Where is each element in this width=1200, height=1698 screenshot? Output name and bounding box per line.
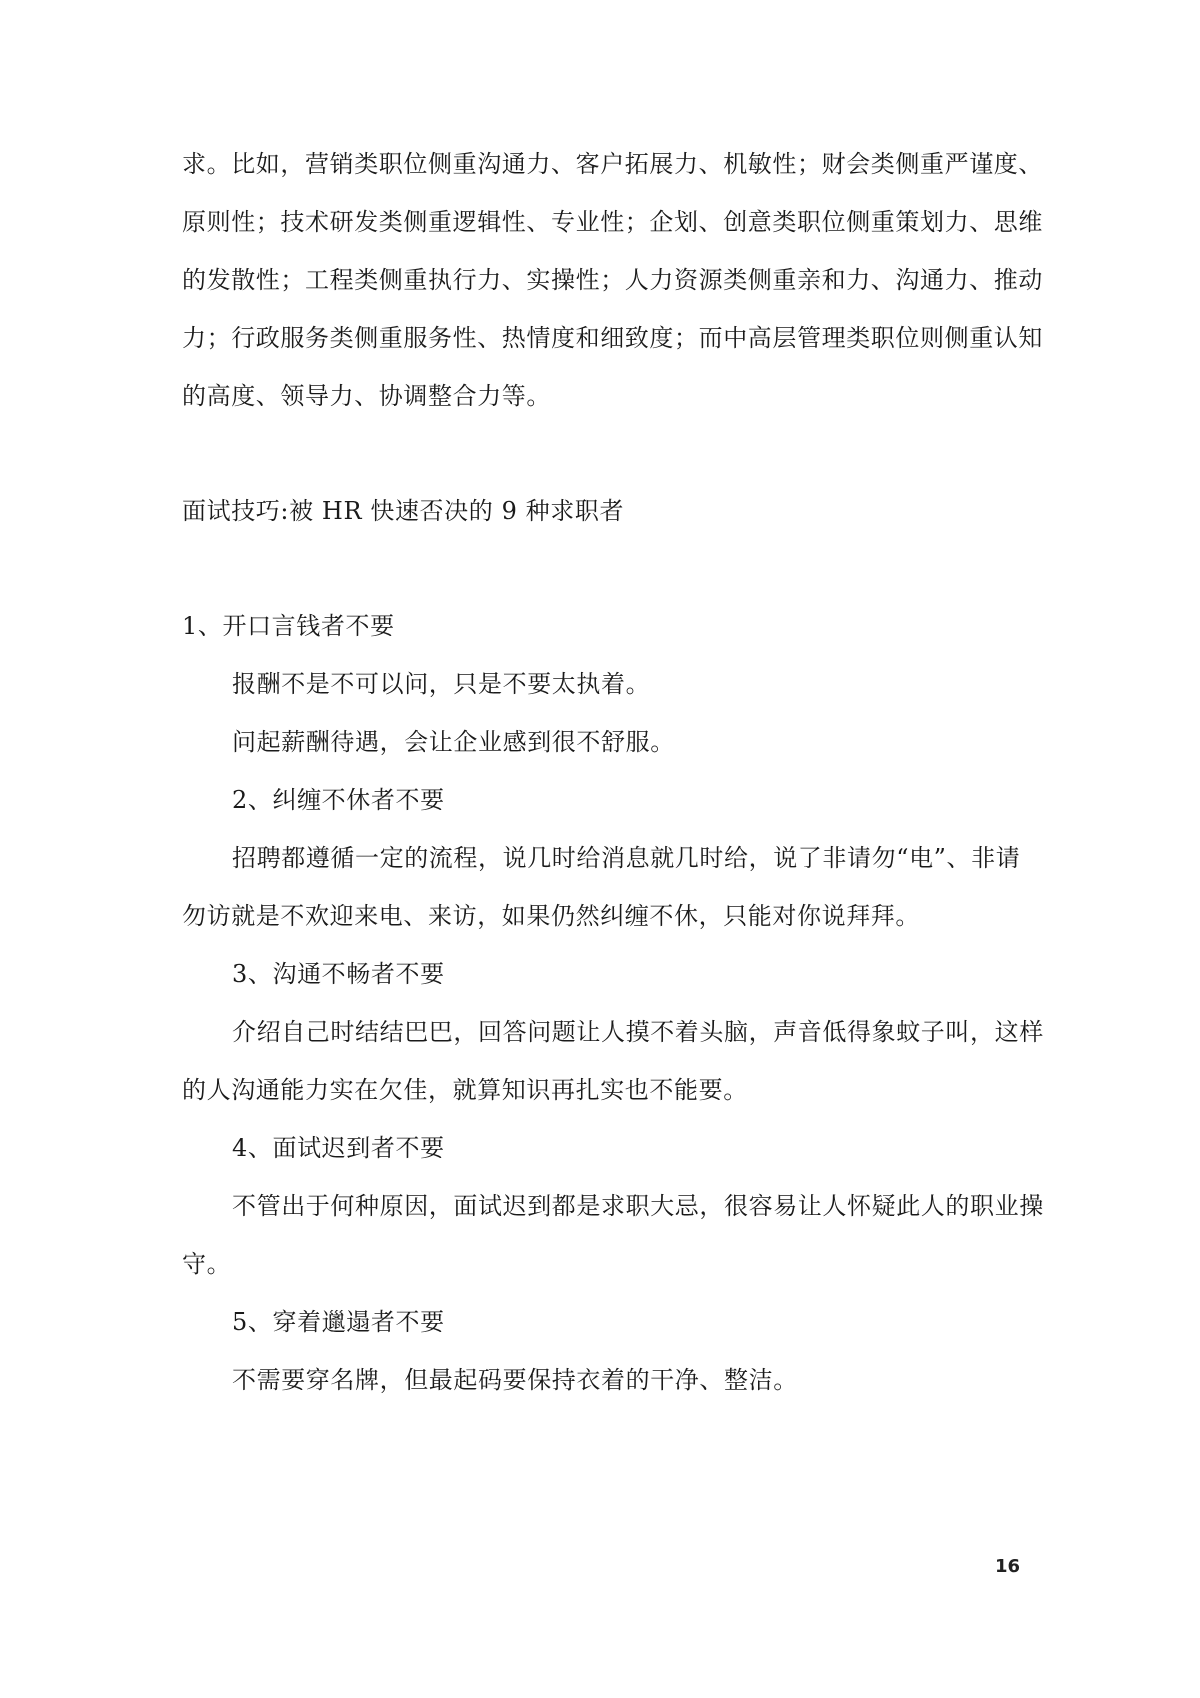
item-heading: 4、面试迟到者不要 (232, 1134, 445, 1162)
section-title: 面试技巧:被 HR 快速否决的 9 种求职者 (182, 497, 625, 525)
item-body-line: 问起薪酬待遇，会让企业感到很不舒服。 (232, 728, 675, 756)
item-body-line: 守。 (182, 1250, 232, 1278)
intro-line: 的高度、领导力、协调整合力等。 (182, 382, 551, 410)
item-heading: 5、穿着邋遢者不要 (232, 1308, 445, 1336)
item-body-line: 招聘都遵循一定的流程，说几时给消息就几时给，说了非请勿“电”、非请 (232, 844, 1021, 872)
item-body-line: 不需要穿名牌，但最起码要保持衣着的干净、整洁。 (232, 1366, 798, 1394)
item-body-line: 的人沟通能力实在欠佳，就算知识再扎实也不能要。 (182, 1076, 748, 1104)
intro-line: 的发散性；工程类侧重执行力、实操性；人力资源类侧重亲和力、沟通力、推动 (182, 266, 1043, 294)
intro-line: 力；行政服务类侧重服务性、热情度和细致度；而中高层管理类职位则侧重认知 (182, 324, 1043, 352)
intro-line: 求。比如，营销类职位侧重沟通力、客户拓展力、机敏性；财会类侧重严谨度、 (182, 150, 1043, 178)
item-body-line: 勿访就是不欢迎来电、来访，如果仍然纠缠不休，只能对你说拜拜。 (182, 902, 920, 930)
item-body-line: 不管出于何种原因，面试迟到都是求职大忌，很容易让人怀疑此人的职业操 (232, 1192, 1044, 1220)
item-heading: 2、纠缠不休者不要 (232, 786, 445, 814)
intro-line: 原则性；技术研发类侧重逻辑性、专业性；企划、创意类职位侧重策划力、思维 (182, 208, 1043, 236)
item-heading: 3、沟通不畅者不要 (232, 960, 445, 988)
item-heading: 1、开口言钱者不要 (182, 612, 395, 640)
item-body-line: 介绍自己时结结巴巴，回答问题让人摸不着头脑，声音低得象蚊子叫，这样 (232, 1018, 1044, 1046)
page-number: 16 (994, 1556, 1020, 1577)
item-body-line: 报酬不是不可以问，只是不要太执着。 (232, 670, 651, 698)
